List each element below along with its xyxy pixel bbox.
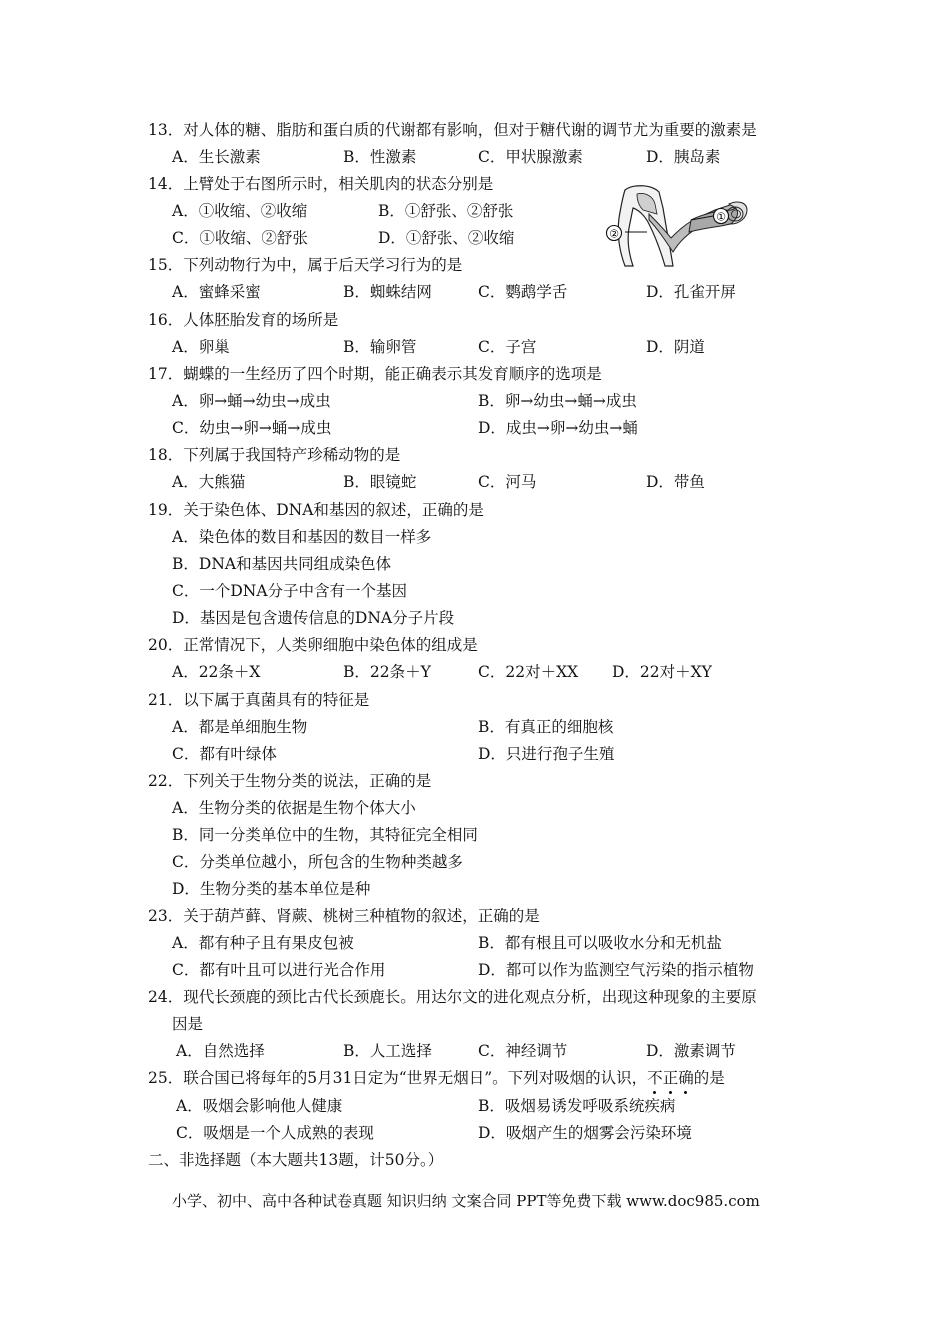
q18-option-a: A．大熊猫 (172, 473, 246, 491)
q25-option-a: A．吸烟会影响他人健康 (176, 1097, 343, 1115)
q24-option-c: C．神经调节 (478, 1042, 568, 1060)
q18-option-b: B．眼镜蛇 (343, 473, 417, 491)
q18-stem: 18．下列属于我国特产珍稀动物的是 (148, 446, 401, 464)
q25-emphasis-3: 确 (678, 1069, 694, 1087)
q17-option-c: C．幼虫→卵→蛹→成虫 (172, 419, 332, 437)
q19-option-b: B．DNA和基因共同组成染色体 (172, 555, 392, 573)
q23-option-a: A．都有种子且有果皮包被 (172, 934, 354, 952)
q25-stem-pre: 25．联合国已将每年的5月31日定为“世界无烟日”。下列对吸烟的认识， (148, 1069, 648, 1087)
q24-option-b: B．人工选择 (343, 1042, 432, 1060)
q20-option-d: D．22对＋XY (612, 663, 712, 681)
q20-option-a: A．22条＋X (172, 663, 261, 681)
q15-option-c: C．鹦鹉学舌 (478, 283, 568, 301)
q21-option-b: B．有真正的细胞核 (478, 718, 614, 736)
q22-stem: 22．下列关于生物分类的说法，正确的是 (148, 772, 432, 790)
section-2-heading: 二、非选择题（本大题共13题，计50分。） (148, 1151, 444, 1169)
q13-stem: 13．对人体的糖、脂肪和蛋白质的代谢都有影响，但对于糖代谢的调节尤为重要的激素是 (148, 121, 757, 139)
q18-option-c: C．河马 (478, 473, 537, 491)
q14-option-b: B．①舒张、②舒张 (378, 202, 514, 220)
q16-option-c: C．子宫 (478, 338, 537, 356)
q16-option-d: D．阴道 (646, 338, 705, 356)
q15-option-d: D．孔雀开屏 (646, 283, 736, 301)
q16-option-b: B．输卵管 (343, 338, 417, 356)
q22-option-a: A．生物分类的依据是生物个体大小 (172, 799, 416, 817)
q22-option-c: C．分类单位越小，所包含的生物种类越多 (172, 853, 463, 871)
footer-text: 小学、初中、高中各种试卷真题 知识归纳 文案合同 PPT等免费下载 www.doc985.com (172, 1192, 760, 1210)
label-1: ① (716, 210, 726, 224)
q25-stem-post: 的是 (693, 1069, 725, 1087)
q13-option-d: D．胰岛素 (646, 148, 721, 166)
q17-stem: 17．蝴蝶的一生经历了四个时期，能正确表示其发育顺序的选项是 (148, 365, 602, 383)
q20-option-b: B．22条＋Y (343, 663, 431, 681)
q17-option-b: B．卵→幼虫→蛹→成虫 (478, 392, 637, 410)
label-2: ② (609, 227, 619, 241)
q25-emphasis-2: 正 (662, 1069, 679, 1087)
q25-option-c: C．吸烟是一个人成熟的表现 (176, 1124, 374, 1142)
q19-option-d: D．基因是包含遗传信息的DNA分子片段 (172, 609, 455, 627)
q23-stem: 23．关于葫芦藓、肾蕨、桃树三种植物的叙述，正确的是 (148, 907, 540, 925)
q25-stem (148, 1068, 725, 1088)
q14-option-d: D．①舒张、②收缩 (378, 229, 515, 247)
q20-option-c: C．22对＋XX (478, 663, 579, 681)
q18-option-d: D．带鱼 (646, 473, 705, 491)
q20-stem: 20．正常情况下，人类卵细胞中染色体的组成是 (148, 636, 478, 654)
q24-stem: 24．现代长颈鹿的颈比古代长颈鹿长。用达尔文的进化观点分析，出现这种现象的主要原 (148, 988, 757, 1006)
q24-option-d: D．激素调节 (646, 1042, 736, 1060)
q23-option-b: B．都有根且可以吸收水分和无机盐 (478, 934, 722, 952)
q22-option-b: B．同一分类单位中的生物，其特征完全相同 (172, 826, 478, 844)
q21-option-c: C．都有叶绿体 (172, 745, 277, 763)
q16-stem: 16．人体胚胎发育的场所是 (148, 311, 339, 329)
q15-option-b: B．蜘蛛结网 (343, 283, 432, 301)
q22-option-d: D．生物分类的基本单位是种 (172, 880, 371, 898)
q19-stem: 19．关于染色体、DNA和基因的叙述，正确的是 (148, 501, 484, 519)
arm-muscle-figure (603, 180, 751, 270)
q23-option-c: C．都有叶且可以进行光合作用 (172, 961, 386, 979)
q17-option-d: D．成虫→卵→幼虫→蛹 (478, 419, 638, 437)
q25-option-d: D．吸烟产生的烟雾会污染环境 (478, 1124, 692, 1142)
q21-stem: 21．以下属于真菌具有的特征是 (148, 691, 370, 709)
q17-option-a: A．卵→蛹→幼虫→成虫 (172, 392, 331, 410)
q25-option-b: B．吸烟易诱发呼吸系统疾病 (478, 1097, 676, 1115)
q13-option-a: A．生长激素 (172, 148, 261, 166)
q15-option-a: A．蜜蜂采蜜 (172, 283, 261, 301)
q14-stem: 14．上臂处于右图所示时，相关肌肉的状态分别是 (148, 175, 494, 193)
q21-option-d: D．只进行孢子生殖 (478, 745, 615, 763)
q14-option-a: A．①收缩、②收缩 (172, 202, 308, 220)
q13-option-b: B．性激素 (343, 148, 417, 166)
q14-option-c: C．①收缩、②舒张 (172, 229, 308, 247)
q16-option-a: A．卵巢 (172, 338, 230, 356)
q15-stem: 15．下列动物行为中，属于后天学习行为的是 (148, 256, 463, 274)
q24-stem-continued: 因是 (172, 1015, 204, 1033)
q21-option-a: A．都是单细胞生物 (172, 718, 308, 736)
q25-emphasis-1: 不 (647, 1069, 663, 1087)
q19-option-a: A．染色体的数目和基因的数目一样多 (172, 528, 432, 546)
q24-option-a: A．自然选择 (176, 1042, 265, 1060)
q13-option-c: C．甲状腺激素 (478, 148, 583, 166)
q19-option-c: C．一个DNA分子中含有一个基因 (172, 582, 408, 600)
q23-option-d: D．都可以作为监测空气污染的指示植物 (478, 961, 754, 979)
